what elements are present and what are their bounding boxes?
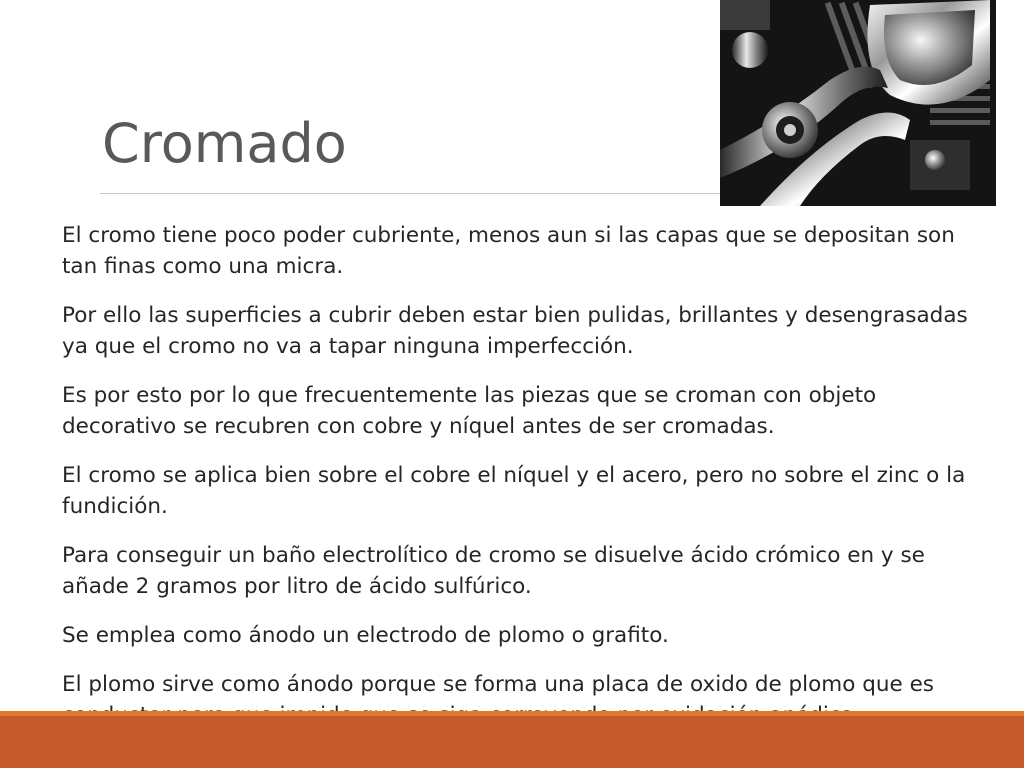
paragraph-5: Para conseguir un baño electrolítico de cromo se disuelve ácido crómico en y se añade 2 gramos por litro de ácido sulfúrico.	[62, 543, 925, 599]
title-divider	[100, 193, 720, 194]
paragraph-4: El cromo se aplica bien sobre el cobre el níquel y el acero, pero no sobre el zinc o la fundición.	[62, 463, 966, 519]
paragraph-7: El plomo sirve como ánodo porque se forma una placa de oxido de plomo que es	[62, 672, 934, 697]
motorcycle-engine-image	[720, 0, 996, 206]
footer-accent-stripe	[0, 711, 1024, 716]
paragraph-1: El cromo tiene poco poder cubriente, menos aun si las capas que se depositan son tan finas como una micra.	[62, 223, 955, 279]
chrome-engine-photo	[720, 0, 996, 206]
paragraph-6: Se emplea como ánodo un electrodo de plomo o grafito.	[62, 623, 669, 648]
slide-title: Cromado	[102, 112, 347, 175]
paragraph-3: Es por esto por lo que frecuentemente las piezas que se croman con objeto decorativo se recubren con cobre y níquel antes de ser cromadas.	[62, 383, 877, 439]
footer-bar	[0, 711, 1024, 768]
paragraph-2: Por ello las superficies a cubrir deben estar bien pulidas, brillantes y desengrasadas ya que el cromo no va a tapar ninguna imperfección.	[62, 303, 968, 359]
slide-body	[62, 220, 982, 749]
